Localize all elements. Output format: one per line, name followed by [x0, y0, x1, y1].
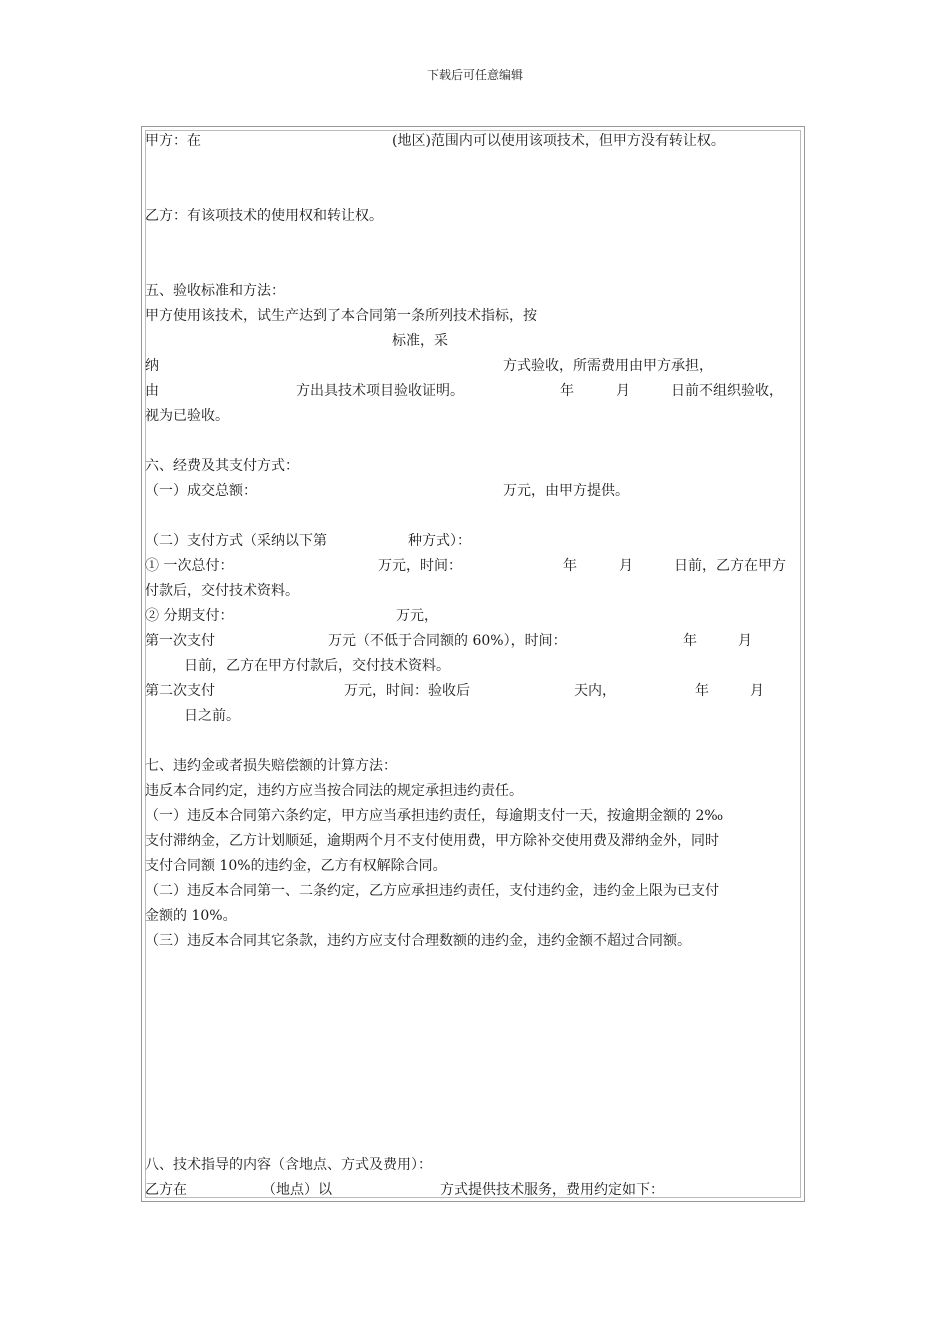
second-payment-days: 天内，	[574, 683, 616, 699]
total-amount-text: 万元，由甲方提供。	[503, 483, 629, 499]
party-a-label: 甲方：在	[145, 133, 201, 149]
installment-label: ② 分期支付：	[145, 608, 234, 624]
second-payment-year: 年	[695, 683, 709, 699]
section-5-text-3b: 方式验收，所需费用由甲方承担，	[503, 358, 713, 374]
section-5-text-4e: 日前不组织验收，	[671, 383, 783, 399]
second-payment-text-2: 日之前。	[184, 708, 240, 724]
section-5-text-4b: 方出具技术项目验收证明。	[296, 383, 464, 399]
second-payment-text: 万元，时间：验收后	[344, 683, 470, 699]
section-7-text-1: 违反本合同约定，违约方应当按合同法的规定承担违约责任。	[145, 783, 523, 799]
payment-method-label: （二）支付方式（采纳以下第	[145, 533, 327, 549]
first-payment-text: 万元（不低于合同额的 60%），时间：	[328, 633, 567, 649]
section-7-text-7: （三）违反本合同其它条款，违约方应支付合理数额的违约金，违约金额不超过合同额。	[145, 933, 691, 949]
first-payment-year: 年	[683, 633, 697, 649]
second-payment-label: 第二次支付	[145, 683, 215, 699]
section-7-text-5: （二）违反本合同第一、二条约定，乙方应承担违约责任，支付违约金，违约金上限为已支付	[145, 883, 719, 899]
section-6-heading: 六、经费及其支付方式：	[145, 458, 299, 474]
section-5-text-5: 视为已验收。	[145, 408, 229, 424]
second-payment-month: 月	[750, 683, 764, 699]
lump-sum-text: 日前，乙方在甲方	[674, 558, 786, 574]
lump-sum-amount: 万元，时间：	[378, 558, 462, 574]
section-7-text-4: 支付合同额 10%的违约金，乙方有权解除合同。	[145, 858, 447, 874]
party-a-scope: (地区)范围内可以使用该项技术，但甲方没有转让权。	[392, 133, 725, 149]
section-8-text-b: （地点）以	[262, 1182, 332, 1198]
first-payment-month: 月	[738, 633, 752, 649]
lump-sum-year: 年	[563, 558, 577, 574]
total-amount-label: （一）成交总额：	[145, 483, 257, 499]
section-8-text-c: 方式提供技术服务，费用约定如下：	[440, 1182, 664, 1198]
section-7-text-3: 支付滞纳金，乙方计划顺延，逾期两个月不支付使用费，甲方除补交使用费及滞纳金外，同时	[145, 833, 719, 849]
section-8-text-a: 乙方在	[145, 1182, 187, 1198]
section-7-text-6: 金额的 10%。	[145, 908, 237, 924]
section-5-heading: 五、验收标准和方法：	[145, 283, 285, 299]
section-5-text-1: 甲方使用该技术，试生产达到了本合同第一条所列技术指标，按	[145, 308, 537, 324]
party-b-rights: 乙方：有该项技术的使用权和转让权。	[145, 208, 383, 224]
page-header: 下载后可任意编辑	[426, 68, 523, 82]
section-5-text-4a: 由	[145, 383, 159, 399]
section-8-heading: 八、技术指导的内容（含地点、方式及费用）：	[145, 1157, 432, 1173]
first-payment-label: 第一次支付	[145, 633, 215, 649]
section-7-text-2: （一）违反本合同第六条约定，甲方应当承担违约责任，每逾期支付一天，按逾期金额的 2‰	[145, 808, 724, 824]
lump-sum-label: ① 一次总付：	[145, 558, 234, 574]
section-5-month: 月	[616, 383, 630, 399]
lump-sum-month: 月	[619, 558, 633, 574]
section-5-year: 年	[560, 383, 574, 399]
section-7-heading: 七、违约金或者损失赔偿额的计算方法：	[145, 758, 397, 774]
section-5-text-2: 标准，采	[392, 333, 448, 349]
section-5-text-3a: 纳	[145, 358, 159, 374]
lump-sum-text-2: 付款后，交付技术资料。	[145, 583, 299, 599]
installment-amount: 万元，	[396, 608, 438, 624]
first-payment-text-2: 日前，乙方在甲方付款后，交付技术资料。	[184, 658, 450, 674]
payment-method-suffix: 种方式）：	[408, 533, 471, 549]
